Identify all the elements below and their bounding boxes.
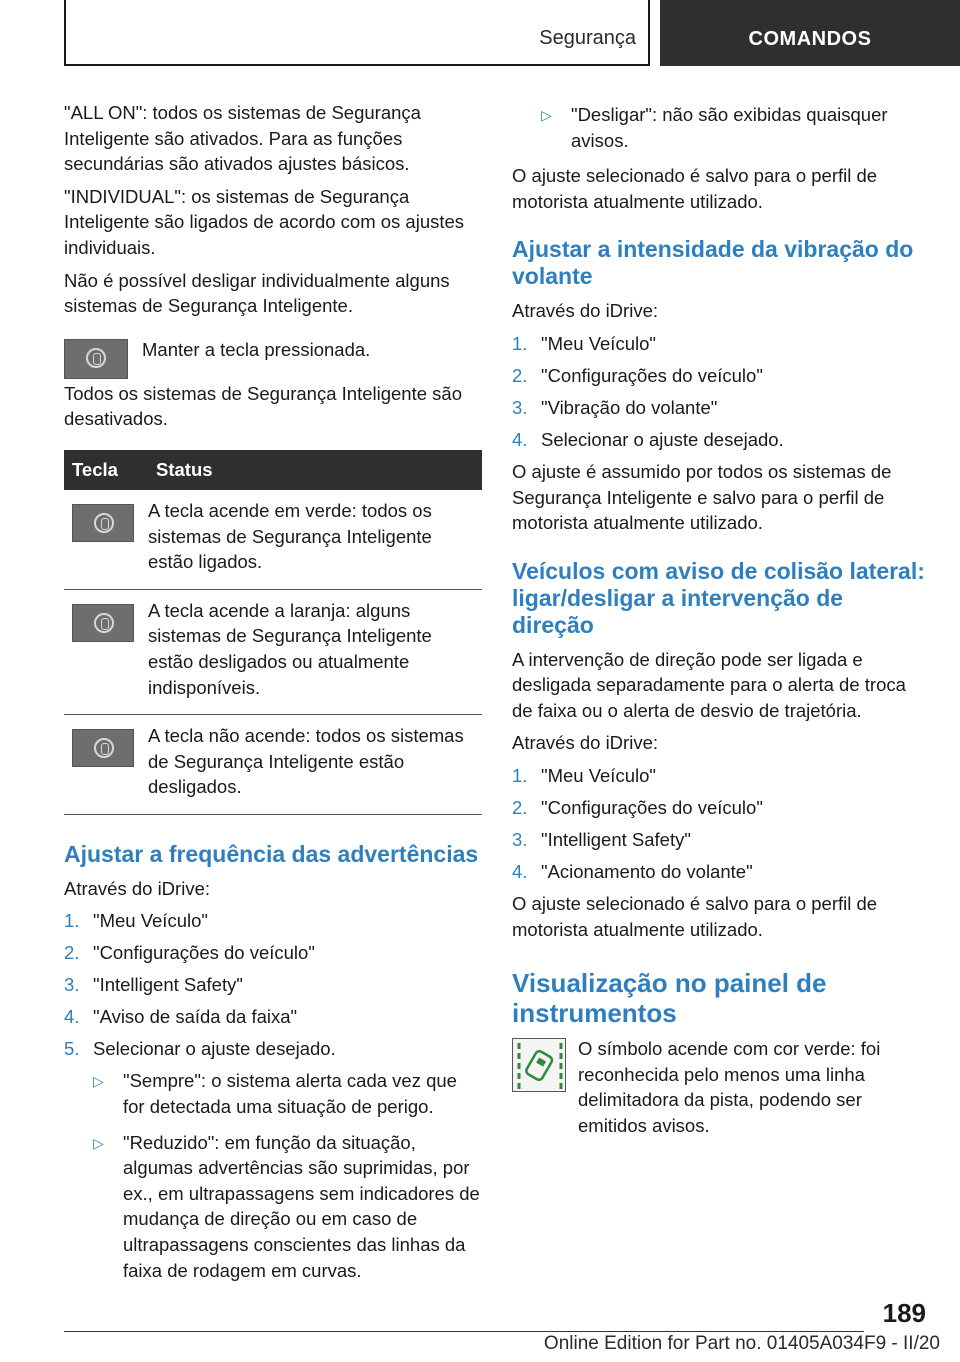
table-row [64,589,482,714]
paragraph-all-on: "ALL ON": todos os sistemas de Segurança Inteligente são ativados. Para as funções secundárias são ativados ajustes básicos. [64,102,421,175]
list-item: 4. "Acionamento do volante" [512,861,753,883]
button-green-image [72,504,134,542]
triangle-bullet-icon: ▷ [541,107,552,123]
symbol-block [512,1036,926,1138]
heading-side-collision: Veículos com aviso de colisão lateral: ligar/desligar a intervenção de direção [512,557,925,638]
button-orange-image [72,604,134,642]
list-item: 1. "Meu Veículo" [512,765,656,787]
list-item: ▷ "Sempre": o sistema alerta cada vez que for detectada uma situação de perigo. [93,1068,482,1119]
header-chapter-tab: COMANDOS [660,0,960,66]
header-rule [64,64,650,66]
paragraph-intervention: A intervenção de direção pode ser ligada e desligada separadamente para o alerta de troca de faixa ou o alerta de desvio de trajetória. [512,648,906,721]
symbol-description: O símbolo acende com cor verde: foi reconhecida pelo menos uma linha delimitadora da pista, podendo ser emitidos avisos. [578,1038,881,1136]
right-column [512,100,926,1139]
heading-instrument-panel: Visualização no painel de instrumentos [512,968,827,1029]
header-section: Segurança [539,27,636,49]
list-item: ▷ "Reduzido": em função da situação, algumas advertências são suprimidas, por ex., em ultrapassagens sem indicadores de mudança de direção ou em caso de ultrapassagens conscientes das linhas da faixa de rodagem em curvas. [93,1130,482,1284]
intelligent-safety-button-image [64,339,128,379]
heading-warning-frequency: Ajustar a frequência das advertências [64,840,479,867]
footer-rule [64,1331,864,1332]
options-list [93,1068,482,1283]
intelligent-safety-icon [86,348,106,368]
list-item: 3. "Intelligent Safety" [64,974,243,996]
page-number: 189 [882,1298,926,1328]
intelligent-safety-icon [94,613,114,633]
via-idrive: Através do iDrive: [512,300,658,322]
list-item: ▷ "Desligar": não são exibidas quaisquer avisos. [541,102,926,153]
left-column [64,100,482,1293]
table-cell-status: A tecla acende em verde: todos os sistemas de Segurança Inteligente estão ligados. [148,490,482,589]
hold-result: Todos os sistemas de Segurança Inteligente são desativados. [64,382,462,430]
table-row [64,715,482,815]
intelligent-safety-icon [94,513,114,533]
hold-key-block [64,337,482,379]
steps-list-vibration [512,331,926,453]
list-item: 4. "Aviso de saída da faixa" [64,1006,298,1028]
heading-vibration: Ajustar a intensidade da vibração do volante [512,236,914,290]
header-rule-left [64,0,66,66]
table-header-key: Tecla [64,450,148,490]
list-item: 4. Selecionar o ajuste desejado. [512,428,784,450]
options-list-continued [541,102,926,153]
list-item: 2. "Configurações do veículo" [512,797,763,819]
header-rule-right [648,0,650,66]
steps-list-steering [512,763,926,885]
lane-assist-icon-graphic [513,1039,567,1093]
intelligent-safety-icon [94,738,114,758]
triangle-bullet-icon: ▷ [93,1073,104,1090]
footer-edition: Online Edition for Part no. 01405A034F9 - II/20 [543,1333,940,1354]
list-item: 2. "Configurações do veículo" [512,364,763,386]
button-off-image [72,729,134,767]
table-cell-status: A tecla acende a laranja: alguns sistemas de Segurança Inteligente estão desligados ou atualmente indisponíveis. [148,589,482,714]
table-cell-status: A tecla não acende: todos os sistemas de Segurança Inteligente estão desligados. [148,715,482,815]
triangle-bullet-icon: ▷ [93,1134,104,1151]
via-idrive: Através do iDrive: [64,877,210,899]
paragraph-individual: "INDIVIDUAL": os sistemas de Segurança Inteligente são ligados de acordo com os ajustes individuais. [64,185,465,258]
list-item: 3. "Intelligent Safety" [512,829,691,851]
paragraph-saved-2: O ajuste selecionado é salvo para o perfil de motorista atualmente utilizado. [512,893,878,940]
via-idrive: Através do iDrive: [512,732,658,754]
list-item: 2. "Configurações do veículo" [64,942,315,964]
list-item: 5. Selecionar o ajuste desejado. [64,1038,336,1060]
table-header-status: Status [148,450,482,490]
table-row [64,490,482,589]
steps-list [64,908,482,1062]
paragraph-saved: O ajuste selecionado é salvo para o perfil de motorista atualmente utilizado. [512,165,878,212]
list-item: 1. "Meu Veículo" [64,910,208,932]
list-item: 1. "Meu Veículo" [512,332,656,354]
hold-text [142,337,482,379]
paragraph-assumed: O ajuste é assumido por todos os sistemas de Segurança Inteligente e salvo para o perfil de motorista atualmente utilizado. [512,460,892,534]
status-table [64,450,482,815]
paragraph-not-possible: Não é possível desligar individualmente alguns sistemas de Segurança Inteligente. [64,269,450,317]
lane-assist-icon [512,1038,566,1092]
status-table-header [64,450,482,490]
hold-instruction: Manter a tecla pressionada. [142,338,371,360]
list-item: 3. "Vibração do volante" [512,396,718,418]
